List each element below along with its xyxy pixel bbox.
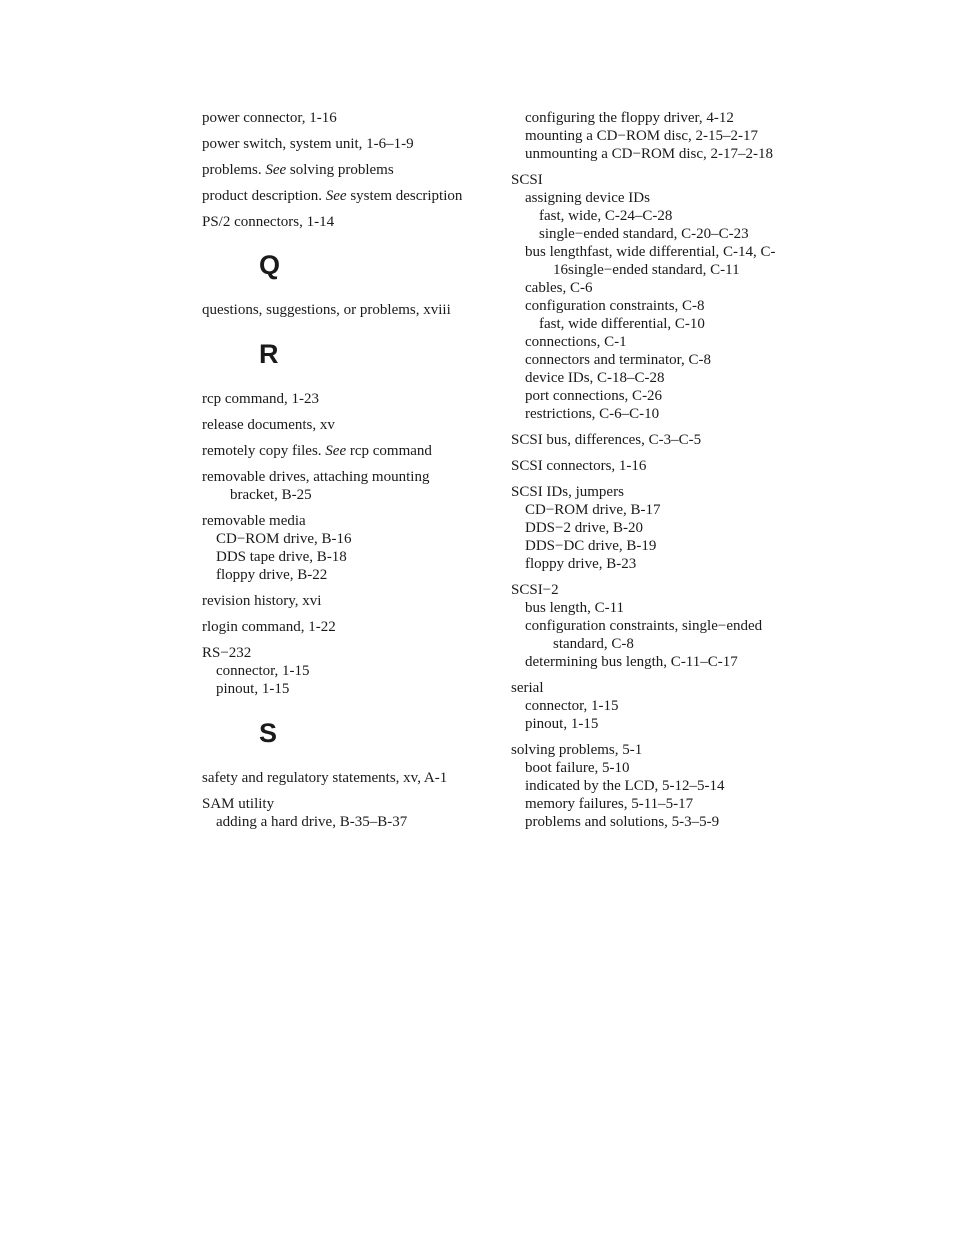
term-text: memory failures, 5-11–5-17 xyxy=(525,796,694,812)
term-text: port connections, C-26 xyxy=(525,388,663,404)
index-entry xyxy=(202,644,472,698)
term-text: release documents, xv xyxy=(202,417,335,433)
index-entry xyxy=(202,769,472,787)
term-text: rcp command, 1-23 xyxy=(202,391,320,407)
term-text: configuring the floppy driver, 4-12 xyxy=(525,110,734,126)
index-subterm xyxy=(511,653,781,671)
index-subterm xyxy=(511,297,781,315)
index-entry xyxy=(202,468,472,504)
index-entry xyxy=(511,679,781,733)
term-text: configuration constraints, C-8 xyxy=(525,298,705,314)
index-term xyxy=(511,679,781,697)
index-subterm xyxy=(511,145,781,163)
index-term xyxy=(511,741,781,759)
index-subterm xyxy=(202,680,472,698)
index-term xyxy=(202,161,472,179)
term-text: DDS−2 drive, B-20 xyxy=(525,520,644,536)
index-term xyxy=(202,442,472,460)
index-subterm xyxy=(511,243,781,279)
index-term xyxy=(511,171,781,189)
term-text: assigning device IDs xyxy=(525,190,650,206)
term-text: serial xyxy=(511,680,544,696)
term-text: RS−232 xyxy=(202,645,252,661)
index-subterm xyxy=(202,813,472,831)
see-target: system description xyxy=(346,188,463,204)
index-subterm xyxy=(511,207,781,225)
index-left-column xyxy=(202,109,472,839)
term-text: mounting a CD−ROM disc, 2-15–2-17 xyxy=(525,128,759,144)
term-text: single−ended standard, C-20–C-23 xyxy=(539,226,749,242)
term-text: SCSI bus, differences, C-3–C-5 xyxy=(511,432,702,448)
term-text: pinout, 1-15 xyxy=(525,716,599,732)
index-subterm xyxy=(511,405,781,423)
term-text: unmounting a CD−ROM disc, 2-17–2-18 xyxy=(525,146,774,162)
index-entry xyxy=(202,512,472,584)
see-reference: See xyxy=(265,162,287,178)
index-entry xyxy=(511,109,781,163)
see-reference: See xyxy=(325,188,347,204)
index-entry xyxy=(202,592,472,610)
index-entry xyxy=(202,187,472,205)
index-entry xyxy=(511,431,781,449)
index-subterm xyxy=(511,617,781,653)
index-subterm xyxy=(202,662,472,680)
index-subterm xyxy=(202,530,472,548)
index-entry xyxy=(202,390,472,408)
index-term xyxy=(202,644,472,662)
index-subterm xyxy=(511,109,781,127)
index-subterm xyxy=(511,599,781,617)
index-term xyxy=(511,457,781,475)
section-letter-heading: Q xyxy=(259,250,281,280)
index-term xyxy=(511,581,781,599)
term-text: SCSI IDs, jumpers xyxy=(511,484,624,500)
index-term xyxy=(511,431,781,449)
term-text: power connector, 1-16 xyxy=(202,110,337,126)
index-subterm xyxy=(511,519,781,537)
term-text: removable drives, attaching mounting bracket, B-25 xyxy=(202,469,430,503)
index-subterm xyxy=(511,387,781,405)
index-term xyxy=(202,592,472,610)
term-text: configuration constraints, single−ended standard, C-8 xyxy=(525,618,763,652)
index-subterm xyxy=(511,369,781,387)
index-subterm xyxy=(511,333,781,351)
see-target: solving problems xyxy=(286,162,394,178)
index-subterm xyxy=(511,759,781,777)
term-text: indicated by the LCD, 5-12–5-14 xyxy=(525,778,725,794)
index-term xyxy=(202,187,472,205)
index-term xyxy=(202,769,472,787)
index-term xyxy=(202,512,472,530)
term-text: device IDs, C-18–C-28 xyxy=(525,370,665,386)
index-entry xyxy=(202,301,472,319)
index-entry xyxy=(202,618,472,636)
index-subterm xyxy=(511,813,781,831)
index-subterm xyxy=(511,189,781,207)
term-text: connector, 1-15 xyxy=(525,698,619,714)
term-text: SAM utility xyxy=(202,796,275,812)
term-text: DDS−DC drive, B-19 xyxy=(525,538,657,554)
term-text: PS/2 connectors, 1-14 xyxy=(202,214,335,230)
index-subterm xyxy=(511,795,781,813)
index-entry xyxy=(511,741,781,831)
index-term xyxy=(202,795,472,813)
index-subterm xyxy=(511,127,781,145)
index-subterm xyxy=(511,315,781,333)
index-entry xyxy=(202,213,472,231)
term-text: removable media xyxy=(202,513,306,529)
term-text: SCSI connectors, 1-16 xyxy=(511,458,647,474)
index-subterm xyxy=(511,697,781,715)
index-term xyxy=(202,618,472,636)
index-term xyxy=(202,213,472,231)
term-text: CD−ROM drive, B-16 xyxy=(216,531,352,547)
term-text: connections, C-1 xyxy=(525,334,627,350)
index-term xyxy=(202,135,472,153)
index-subterm xyxy=(511,537,781,555)
index-subterm xyxy=(202,548,472,566)
term-text: revision history, xvi xyxy=(202,593,322,609)
index-subterm xyxy=(511,279,781,297)
term-text: fast, wide differential, C-10 xyxy=(539,316,705,332)
term-text: floppy drive, B-23 xyxy=(525,556,637,572)
term-text: boot failure, 5-10 xyxy=(525,760,630,776)
index-entry xyxy=(202,161,472,179)
term-text: SCSI−2 xyxy=(511,582,559,598)
index-term xyxy=(202,109,472,127)
see-reference: See xyxy=(325,443,347,459)
term-text: connectors and terminator, C-8 xyxy=(525,352,712,368)
term-text: problems. xyxy=(202,162,266,178)
index-subterm xyxy=(511,225,781,243)
term-text: product description. xyxy=(202,188,326,204)
index-entry xyxy=(202,135,472,153)
term-text: DDS tape drive, B-18 xyxy=(216,549,347,565)
term-text: pinout, 1-15 xyxy=(216,681,290,697)
index-entry xyxy=(202,795,472,831)
term-text: CD−ROM drive, B-17 xyxy=(525,502,661,518)
index-subterm xyxy=(511,501,781,519)
index-subterm xyxy=(511,777,781,795)
term-text: connector, 1-15 xyxy=(216,663,310,679)
term-text: restrictions, C-6–C-10 xyxy=(525,406,660,422)
index-term xyxy=(511,483,781,501)
index-entry xyxy=(202,109,472,127)
term-text: bus length, C-11 xyxy=(525,600,625,616)
term-text: determining bus length, C-11–C-17 xyxy=(525,654,738,670)
term-text: solving problems, 5-1 xyxy=(511,742,643,758)
term-text: problems and solutions, 5-3–5-9 xyxy=(525,814,720,830)
index-subterm xyxy=(511,715,781,733)
term-text: questions, suggestions, or problems, xviii xyxy=(202,302,451,318)
see-target: rcp command xyxy=(346,443,432,459)
index-entry xyxy=(511,581,781,671)
index-right-column xyxy=(511,109,781,839)
index-entry xyxy=(511,171,781,423)
index-entry xyxy=(202,442,472,460)
term-text: power switch, system unit, 1-6–1-9 xyxy=(202,136,414,152)
term-text: bus lengthfast, wide differential, C-14, C-16single−ended standard, C-11 xyxy=(525,244,776,278)
term-text: remotely copy files. xyxy=(202,443,326,459)
index-entry xyxy=(511,483,781,573)
term-text: adding a hard drive, B-35–B-37 xyxy=(216,814,408,830)
term-text: rlogin command, 1-22 xyxy=(202,619,336,635)
index-subterm xyxy=(511,555,781,573)
index-term xyxy=(202,416,472,434)
section-letter-heading: R xyxy=(259,339,279,369)
term-text: fast, wide, C-24–C-28 xyxy=(539,208,673,224)
index-term xyxy=(202,301,472,319)
index-subterm xyxy=(202,566,472,584)
term-text: floppy drive, B-22 xyxy=(216,567,328,583)
term-text: cables, C-6 xyxy=(525,280,593,296)
index-term xyxy=(202,390,472,408)
index-term xyxy=(202,468,472,504)
term-text: SCSI xyxy=(511,172,543,188)
term-text: safety and regulatory statements, xv, A-1 xyxy=(202,770,448,786)
index-entry xyxy=(511,457,781,475)
index-entry xyxy=(202,416,472,434)
section-letter-heading: S xyxy=(259,718,278,748)
index-subterm xyxy=(511,351,781,369)
